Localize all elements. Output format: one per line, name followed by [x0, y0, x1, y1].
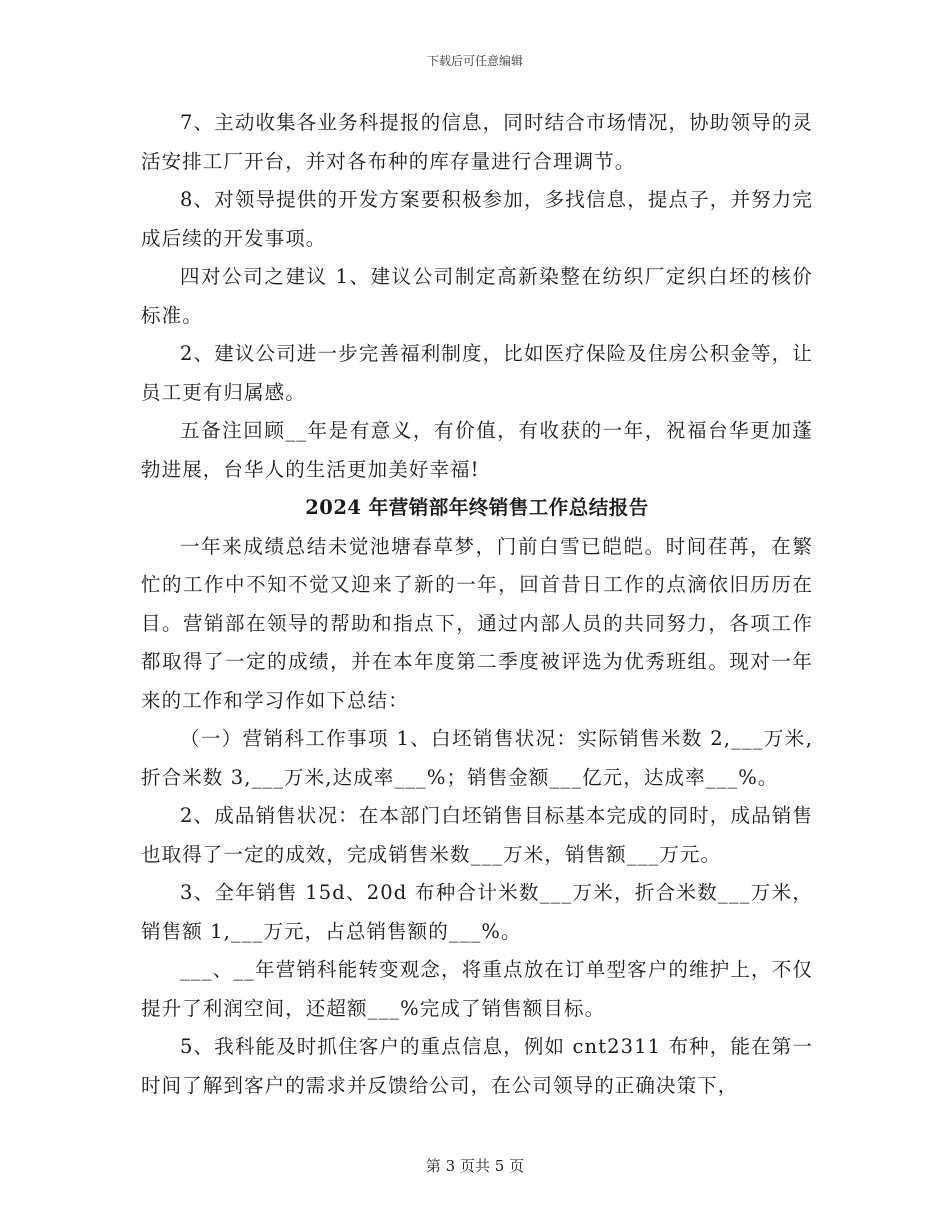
- paragraph-item-8: 8、对领导提供的开发方案要积极参加，多找信息，提点子，并努力完成后续的开发事项。: [141, 188, 813, 250]
- page-footer: 第 3 页共 5 页: [425, 1157, 525, 1175]
- document-body: [141, 104, 813, 1105]
- page-header: 下载后可任意编辑: [426, 54, 523, 68]
- paragraph-suggestions: 四对公司之建议 1、建议公司制定高新染整在纺织厂定织白坯的核价标准。: [141, 265, 813, 327]
- paragraph-remarks: 五备注回顾__年是有意义，有价值，有收获的一年，祝福台华更加蓬勃进展，台华人的生活更加美好幸福!: [141, 419, 813, 481]
- paragraph-intro: 一年来成绩总结未觉池塘春草梦，门前白雪已皑皑。时间荏苒，在繁忙的工作中不知不觉又迎来了新的一年，回首昔日工作的点滴依旧历历在目。营销部在领导的帮助和指点下，通过内部人员的共同努力，各项工作都取得了一定的成绩，并在本年度第二季度被评选为优秀班组。现对一年来的工作和学习作如下总结：: [141, 534, 813, 712]
- paragraph-customer-info: 5、我科能及时抓住客户的重点信息，例如 cnt2311 布种，能在第一时间了解到客户的需求并反馈给公司，在公司领导的正确决策下，: [141, 1035, 813, 1097]
- paragraph-annual-sales: 3、全年销售 15d、20d 布种合计米数___万米，折合米数___万米，销售额 1,___万元，占总销售额的___%。: [141, 881, 813, 943]
- report-title: 2024 年营销部年终销售工作总结报告: [305, 496, 649, 519]
- paragraph-suggestion-2: 2、建议公司进一步完善福利制度，比如医疗保险及住房公积金等，让员工更有归属感。: [141, 342, 813, 404]
- paragraph-finished-sales: 2、成品销售状况：在本部门白坯销售目标基本完成的同时，成品销售也取得了一定的成效，完成销售米数___万米，销售额___万元。: [141, 804, 813, 866]
- paragraph-grey-sales: （一）营销科工作事项 1、白坯销售状况：实际销售米数 2,___万米,折合米数 3,___万米,达成率___%；销售金额___亿元，达成率___%。: [141, 727, 813, 789]
- paragraph-concept-change: ___、__年营销科能转变观念，将重点放在订单型客户的维护上，不仅提升了利润空间，还超额___%完成了销售额目标。: [141, 958, 813, 1020]
- paragraph-item-7: 7、主动收集各业务科提报的信息，同时结合市场情况，协助领导的灵活安排工厂开台，并对各布种的库存量进行合理调节。: [141, 111, 813, 173]
